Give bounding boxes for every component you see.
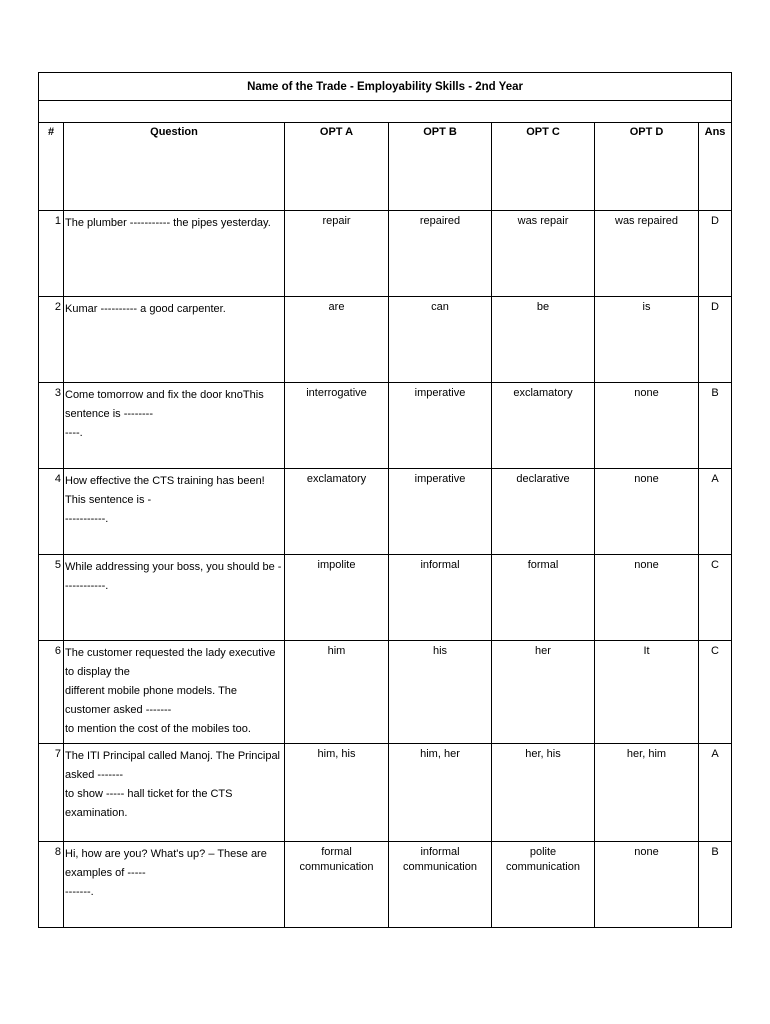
option-d: none bbox=[595, 383, 699, 469]
option-a: repair bbox=[285, 211, 389, 297]
option-d: is bbox=[595, 297, 699, 383]
option-d: was repaired bbox=[595, 211, 699, 297]
question-number: 5 bbox=[39, 555, 64, 641]
answer: D bbox=[699, 297, 732, 383]
title-row bbox=[39, 73, 732, 101]
answer: A bbox=[699, 469, 732, 555]
question-text: The plumber ----------- the pipes yesterday. bbox=[64, 211, 285, 297]
option-d: none bbox=[595, 842, 699, 928]
question-text: Come tomorrow and fix the door knoThis sentence is -------- ----. bbox=[64, 383, 285, 469]
option-b: imperative bbox=[389, 469, 492, 555]
header-opt-b: OPT B bbox=[389, 123, 492, 211]
table-row bbox=[39, 641, 732, 744]
question-text: The customer requested the lady executive to display the different mobile phone models. The customer asked ------- to mention the cost of the mobiles too. bbox=[64, 641, 285, 744]
option-c: declarative bbox=[492, 469, 595, 555]
option-b: him, her bbox=[389, 744, 492, 842]
question-text: Hi, how are you? What's up? – These are examples of ----- -------. bbox=[64, 842, 285, 928]
answer: B bbox=[699, 383, 732, 469]
question-text: How effective the CTS training has been! This sentence is - -----------. bbox=[64, 469, 285, 555]
option-a: interrogative bbox=[285, 383, 389, 469]
question-number: 3 bbox=[39, 383, 64, 469]
question-number: 8 bbox=[39, 842, 64, 928]
option-c: be bbox=[492, 297, 595, 383]
option-c: polite communication bbox=[492, 842, 595, 928]
table-row bbox=[39, 211, 732, 297]
question-table bbox=[38, 72, 732, 928]
answer: A bbox=[699, 744, 732, 842]
question-number: 2 bbox=[39, 297, 64, 383]
option-d: none bbox=[595, 555, 699, 641]
option-b: can bbox=[389, 297, 492, 383]
option-a: formal communication bbox=[285, 842, 389, 928]
option-c: exclamatory bbox=[492, 383, 595, 469]
question-text: The ITI Principal called Manoj. The Principal asked ------- to show ----- hall ticket for the CTS examination. bbox=[64, 744, 285, 842]
option-d: It bbox=[595, 641, 699, 744]
option-c: formal bbox=[492, 555, 595, 641]
table-row bbox=[39, 842, 732, 928]
table-row bbox=[39, 555, 732, 641]
option-c: was repair bbox=[492, 211, 595, 297]
option-b: informal bbox=[389, 555, 492, 641]
option-b: his bbox=[389, 641, 492, 744]
header-opt-d: OPT D bbox=[595, 123, 699, 211]
header-num: # bbox=[39, 123, 64, 211]
spacer-row bbox=[39, 101, 732, 123]
option-a: him bbox=[285, 641, 389, 744]
header-row bbox=[39, 123, 732, 211]
question-number: 7 bbox=[39, 744, 64, 842]
spacer-cell bbox=[39, 101, 732, 123]
table-row bbox=[39, 469, 732, 555]
answer: B bbox=[699, 842, 732, 928]
question-number: 1 bbox=[39, 211, 64, 297]
question-number: 4 bbox=[39, 469, 64, 555]
header-opt-c: OPT C bbox=[492, 123, 595, 211]
option-b: imperative bbox=[389, 383, 492, 469]
header-question: Question bbox=[64, 123, 285, 211]
option-a: are bbox=[285, 297, 389, 383]
question-number: 6 bbox=[39, 641, 64, 744]
option-b: informal communication bbox=[389, 842, 492, 928]
table-row bbox=[39, 383, 732, 469]
option-d: none bbox=[595, 469, 699, 555]
question-text: Kumar ---------- a good carpenter. bbox=[64, 297, 285, 383]
sheet-title: Name of the Trade - Employability Skills - 2nd Year bbox=[39, 73, 732, 101]
table-row bbox=[39, 744, 732, 842]
option-a: impolite bbox=[285, 555, 389, 641]
option-c: her bbox=[492, 641, 595, 744]
answer: C bbox=[699, 555, 732, 641]
question-text: While addressing your boss, you should be ------------. bbox=[64, 555, 285, 641]
header-opt-a: OPT A bbox=[285, 123, 389, 211]
option-c: her, his bbox=[492, 744, 595, 842]
option-d: her, him bbox=[595, 744, 699, 842]
answer: D bbox=[699, 211, 732, 297]
option-a: him, his bbox=[285, 744, 389, 842]
table-row bbox=[39, 297, 732, 383]
option-b: repaired bbox=[389, 211, 492, 297]
option-a: exclamatory bbox=[285, 469, 389, 555]
answer: C bbox=[699, 641, 732, 744]
header-ans: Ans bbox=[699, 123, 732, 211]
